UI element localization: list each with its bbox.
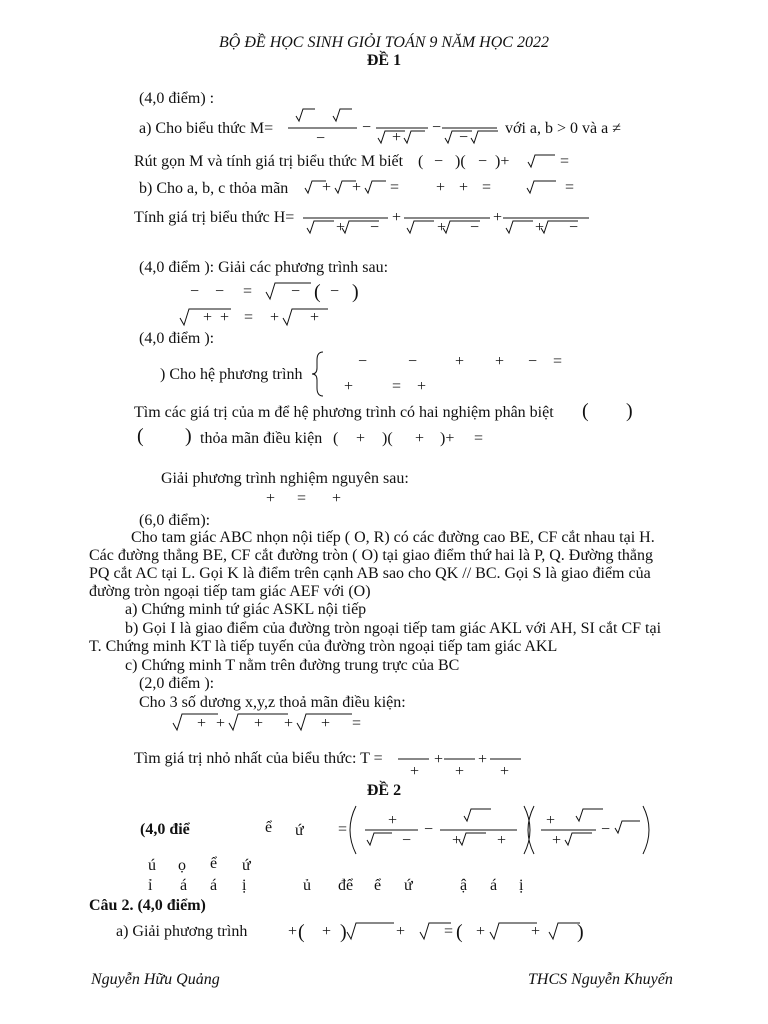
svg-text:+: + [455,763,465,780]
svg-text:+: + [552,832,562,849]
svg-text:+: + [437,219,447,236]
svg-text:+: + [321,715,331,732]
q4-part-a: a) Chứng minh tứ giác ASKL nội tiếp [125,601,367,618]
svg-text:+: + [288,923,298,940]
document-title: BỘ ĐỀ HỌC SINH GIỎI TOÁN 9 NĂM HỌC 2022 [219,34,549,51]
svg-text:=: = [297,490,307,507]
svg-text:=: = [392,378,402,395]
svg-text:)(: )( [455,153,466,170]
de2-frag: ể [210,855,218,872]
svg-text:+: + [459,179,469,196]
svg-text:−: − [569,219,579,236]
q1-reduce-text: Rút gọn M và tính giá trị biểu thức M biết [134,153,404,170]
svg-text:+: + [336,219,346,236]
svg-text:+: + [493,209,503,226]
q3-condition-text: thỏa mãn điều kiện [200,430,323,447]
svg-text:−: − [434,153,444,170]
svg-text:+: + [197,715,207,732]
svg-text:−: − [528,353,538,370]
svg-text:−: − [362,119,372,136]
svg-text:+: + [332,490,342,507]
svg-text:+: + [478,751,488,768]
q4-points: (6,0 điểm): [139,512,211,529]
svg-text:+: + [410,763,420,780]
svg-text:+: + [476,923,486,940]
svg-text:+: + [270,309,280,326]
svg-text:+: + [284,715,294,732]
svg-text:−: − [601,821,611,838]
svg-text:+: + [495,353,505,370]
svg-text:−: − [470,219,480,236]
svg-text:−: − [424,821,434,838]
svg-text:−: − [358,353,368,370]
svg-text:+: + [392,129,402,146]
footer-author: Nguyễn Hữu Quảng [91,971,220,988]
svg-text:−: − [190,283,200,300]
svg-text:+: + [455,353,465,370]
svg-text:+: + [434,751,444,768]
q4-line-1: Cho tam giác ABC nhọn nội tiếp ( O, R) có các đường cao BE, CF cắt nhau tại H. [131,529,655,546]
svg-text:=: = [390,179,400,196]
de2-frag: ủ [303,877,311,894]
de2-frag: á [180,877,188,894]
svg-text:−: − [316,130,326,147]
svg-text:−: − [432,119,442,136]
q1b-prefix: b) Cho a, b, c thỏa mãn [139,180,289,197]
svg-text:): ) [340,921,347,943]
svg-text:+: + [436,179,446,196]
svg-text:+: + [322,923,332,940]
svg-text:(: ( [456,921,463,943]
svg-text:(: ( [137,425,144,447]
q4-line-4: đường tròn ngoại tiếp tam giác AEF với (O) [89,583,371,600]
svg-text:+: + [531,923,541,940]
svg-text:=: = [474,430,484,447]
q5-given: Cho 3 số dương x,y,z thoả mãn điều kiện: [139,694,406,711]
q4-line-2: Các đường thẳng BE, CF cắt đường tròn ( O) tại giao điểm thứ hai là P, Q. Đường thẳng [89,547,653,564]
de2-frag: ể [265,819,273,836]
svg-text:+: + [415,430,425,447]
svg-text:+: + [203,309,213,326]
svg-text:+: + [266,490,276,507]
svg-text:+: + [322,179,332,196]
de2-frag: ị [242,877,247,894]
de2-frag: ỉ [148,877,153,894]
svg-text:=: = [352,715,362,732]
svg-text:(: ( [333,430,339,447]
q5-points: (2,0 điểm ): [139,675,215,692]
svg-text:): ) [185,425,192,447]
de2-frag: ể [374,877,382,894]
svg-text:+: + [356,430,366,447]
de2-frag: á [490,877,498,894]
svg-text:+: + [417,378,427,395]
q3-find-m: Tìm các giá trị của m để hệ phương trình có hai nghiệm phân biệt [134,404,554,421]
svg-text:)+: )+ [495,153,510,170]
svg-text:+: + [254,715,264,732]
svg-text:=: = [482,179,492,196]
svg-text:+: + [392,209,402,226]
svg-text:)+: )+ [440,430,455,447]
de2-frag: ọ [178,857,186,874]
svg-text:=: = [243,283,253,300]
svg-text:+: + [500,763,510,780]
de2-frag: ứ [295,822,304,839]
q1-points: (4,0 điểm) : [139,90,215,107]
svg-text:+: + [344,378,354,395]
svg-text:+: + [216,715,226,732]
svg-text:−: − [402,832,412,849]
svg-text:=: = [560,153,570,170]
de2-frag: ứ [404,877,413,894]
q4-line-3: PQ cắt AC tại L. Gọi K là điểm trên cạnh AB sao cho QK // BC. Gọi S là giao điểm của [89,565,651,582]
svg-text:+: + [497,832,507,849]
svg-text:+: + [396,923,406,940]
svg-text:=: = [565,179,575,196]
svg-text:−: − [330,283,340,300]
svg-text:+: + [452,832,462,849]
q3-integer-eq: Giải phương trình nghiệm nguyên sau: [161,470,409,487]
svg-text:+: + [220,309,230,326]
svg-text:): ) [352,281,359,303]
svg-text:): ) [626,400,633,422]
q4-part-c: c) Chứng minh T nằm trên đường trung trực của BC [125,657,460,674]
exam-heading-2: ĐỀ 2 [366,782,402,799]
de2-frag: ậ [460,877,468,894]
svg-text:(: ( [298,921,305,943]
svg-text:=: = [244,309,254,326]
svg-text:)(: )( [382,430,393,447]
svg-text:+: + [388,812,398,829]
q5-min-text: Tìm giá trị nhỏ nhất của biểu thức: T = [134,750,383,767]
q4-part-b: b) Gọi I là giao điểm của đường tròn ngoại tiếp tam giác AKL với AH, SI cắt CF tại [125,620,662,637]
svg-text:): ) [577,921,584,943]
de2-q1-points: (4,0 điể [140,821,190,838]
svg-text:(: ( [582,400,589,422]
de2-q2a: a) Giải phương trình [116,923,248,940]
de2-frag: ứ [242,857,251,874]
svg-text:(: ( [314,281,321,303]
q4-part-b-cont: T. Chứng minh KT là tiếp tuyến của đường tròn ngoại tiếp tam giác AKL [89,638,558,655]
de2-q2-title: Câu 2. (4,0 điểm) [89,897,206,914]
de2-frag: ị [519,877,524,894]
svg-text:−: − [478,153,488,170]
svg-text:+: + [535,219,545,236]
de2-frag: á [210,877,218,894]
q1a-prefix: a) Cho biểu thức M= [139,120,274,137]
q2-points: (4,0 điểm ): Giải các phương trình sau: [139,259,389,276]
svg-text:=: = [338,821,348,838]
q1a-condition: với a, b > 0 và a ≠ [505,120,622,137]
de2-frag: để [338,877,354,894]
de2-frag: ú [148,857,156,874]
svg-text:=: = [444,923,454,940]
svg-text:+: + [352,179,362,196]
svg-text:(: ( [418,153,424,170]
svg-text:−: − [291,283,301,300]
svg-text:+: + [546,812,556,829]
exam-heading-1: ĐỀ 1 [366,52,402,69]
svg-text:=: = [553,353,563,370]
q3-system-text: ) Cho hệ phương trình [160,366,303,383]
svg-text:−: − [459,129,469,146]
svg-text:−: − [370,219,380,236]
svg-text:−: − [408,353,418,370]
q3-points: (4,0 điểm ): [139,330,215,347]
svg-text:−: − [215,283,225,300]
q1-calc-h: Tính giá trị biểu thức H= [134,209,295,226]
svg-text:+: + [310,309,320,326]
footer-school: THCS Nguyễn Khuyến [528,971,673,988]
